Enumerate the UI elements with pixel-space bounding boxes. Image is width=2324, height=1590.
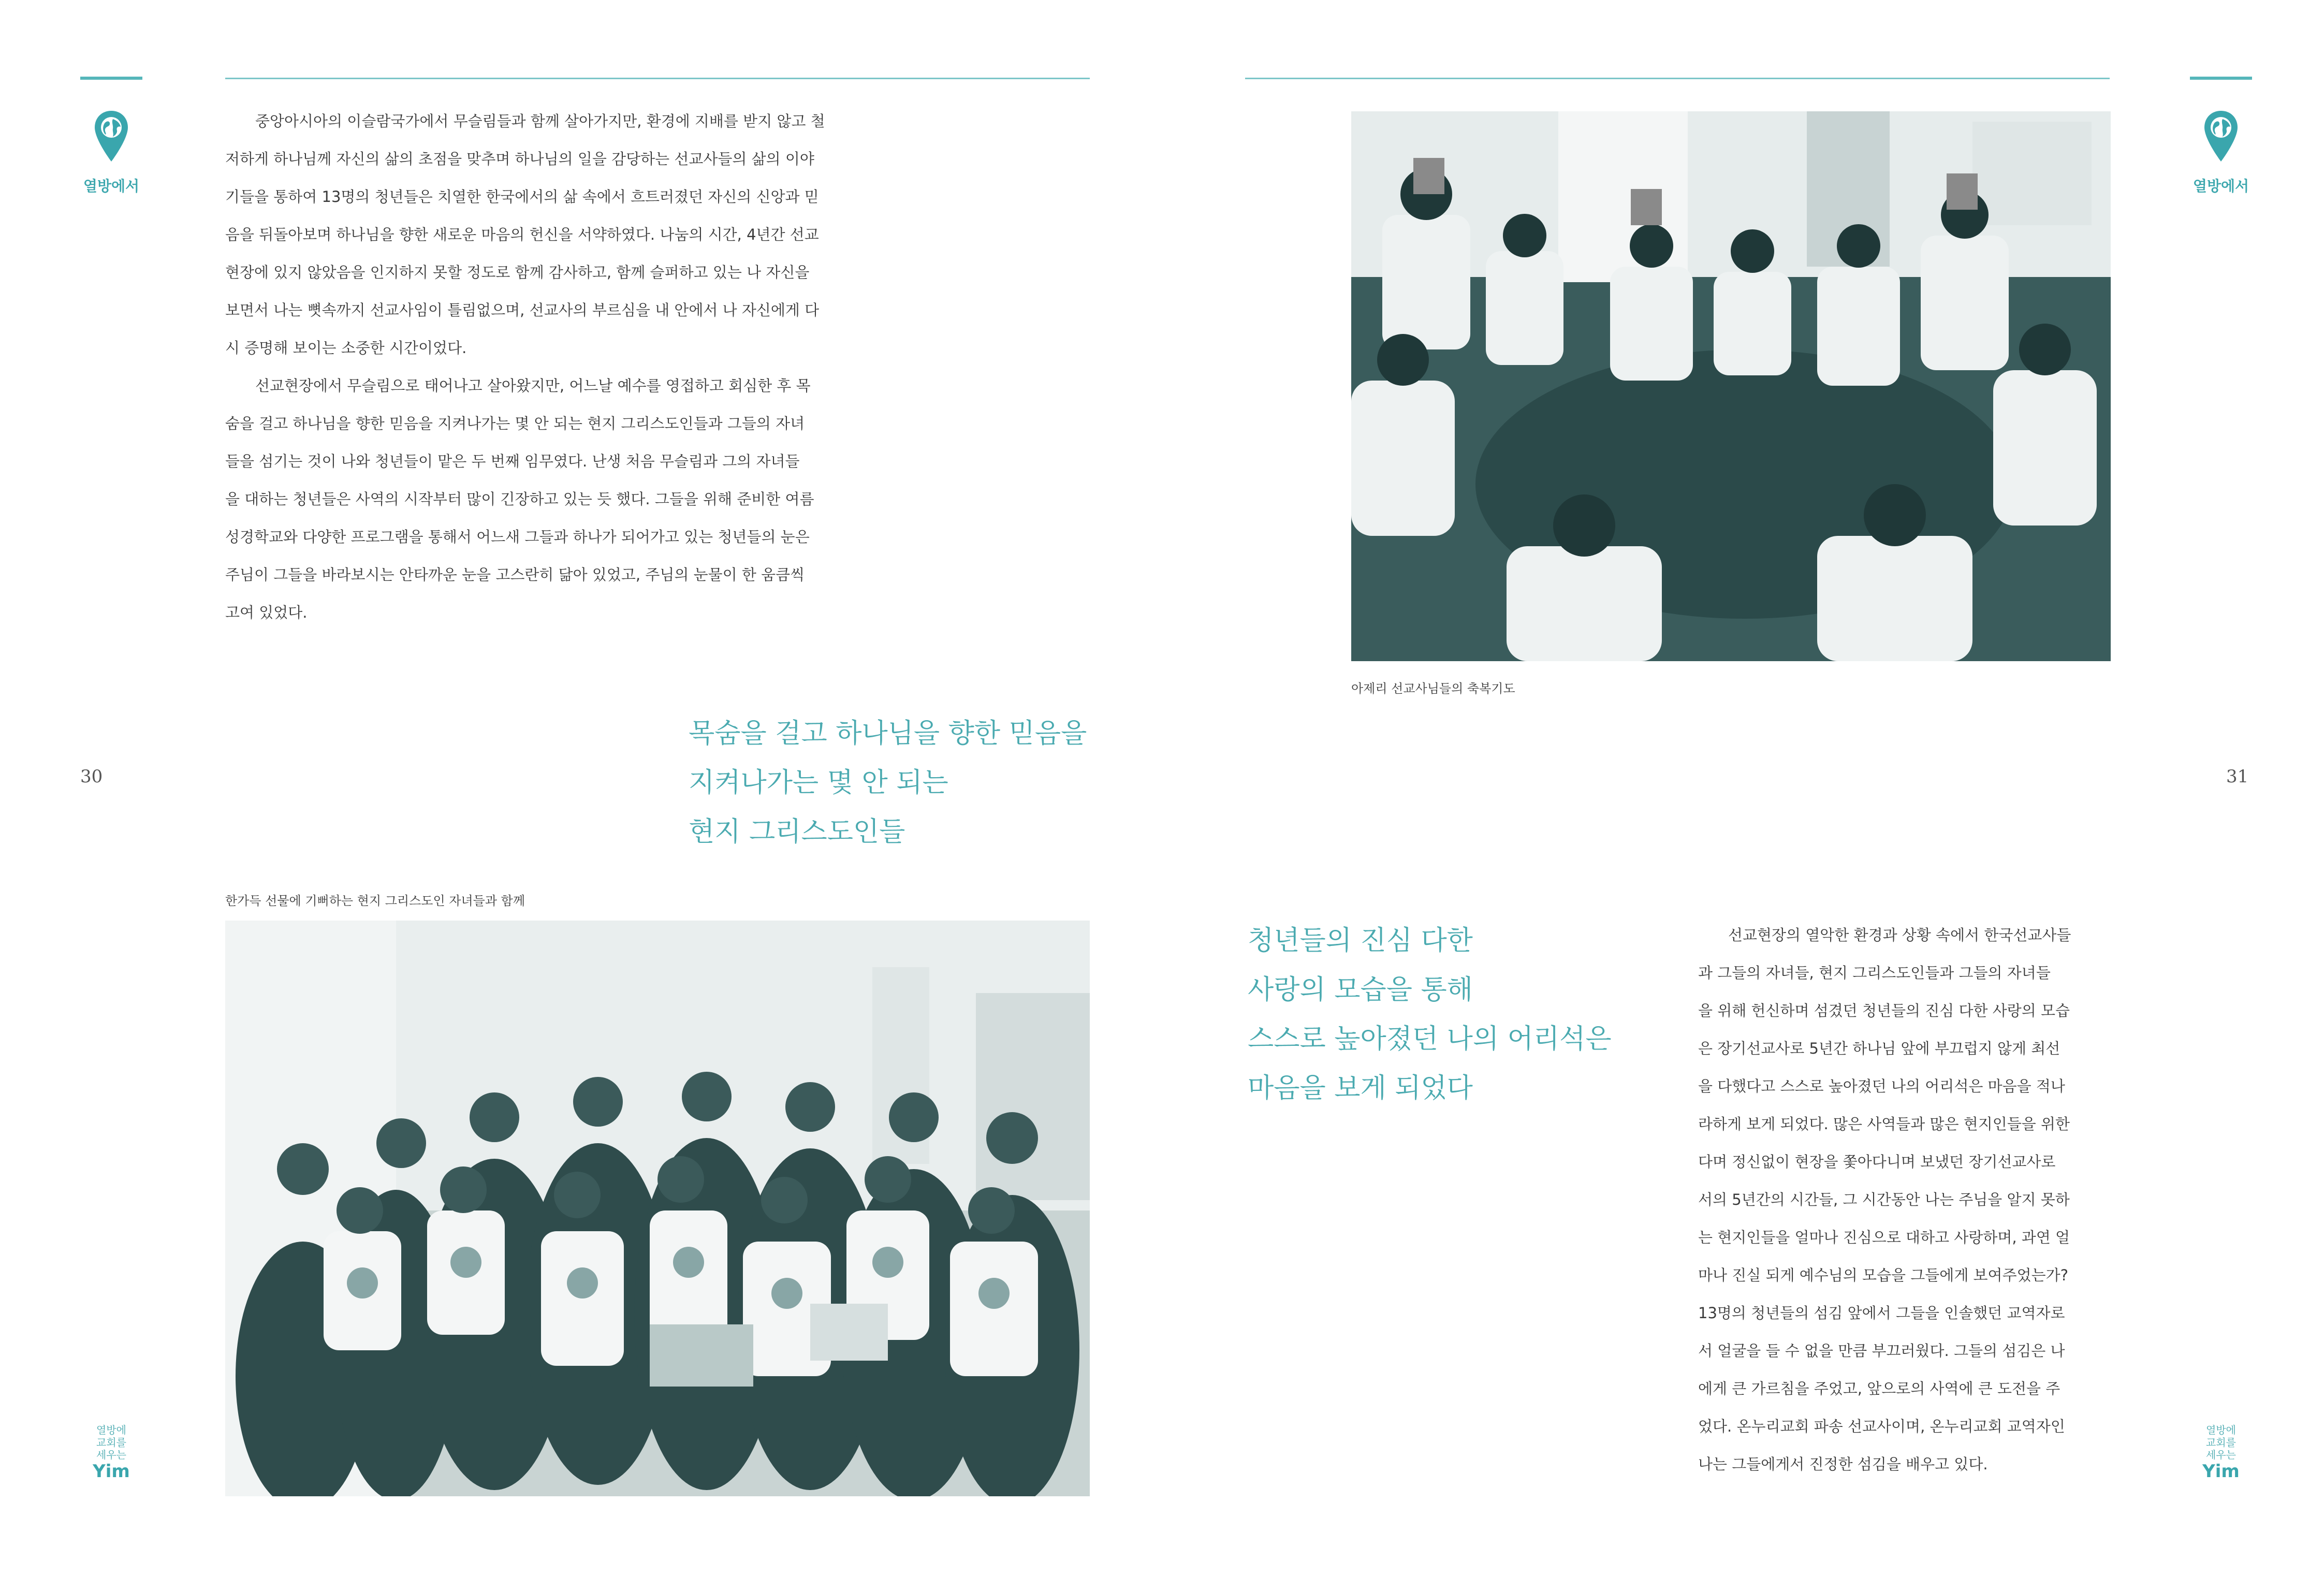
body-line: 은 장기선교사로 5년간 하나님 앞에 부끄럽지 않게 최선 — [1698, 1040, 2060, 1057]
body-line: 시 증명해 보이는 소중한 시간이었다. — [225, 339, 467, 357]
left-top-rule — [225, 78, 1090, 79]
pullquote-line: 청년들의 진심 다한 — [1248, 925, 1473, 956]
left-footer-logo — [80, 1424, 142, 1482]
right-corner-rule — [2190, 77, 2252, 80]
body-line: 성경학교와 다양한 프로그램을 통해서 어느새 그들과 하나가 되어가고 있는 청년들의 눈은 — [225, 528, 810, 546]
body-line: 선교현장에서 무슬림으로 태어나고 살아왔지만, 어느날 예수를 영접하고 회심한 후 목 — [255, 377, 811, 395]
body-line: 라하게 보게 되었다. 많은 사역들과 많은 현지인들을 위한 — [1698, 1115, 2070, 1133]
prayer-photo-illustration — [1351, 111, 2111, 661]
pullquote-line: 현지 그리스도인들 — [689, 816, 905, 848]
left-pullquote — [689, 709, 1087, 857]
body-line: 보면서 나는 뼛속까지 선교사임이 틀림없으며, 선교사의 부르심을 내 안에서 나 자신에게 다 — [225, 301, 820, 319]
left-section-label: 열방에서 — [83, 178, 140, 195]
right-photo-caption: 아제리 선교사님들의 축복기도 — [1351, 681, 1515, 696]
body-line: 13명의 청년들의 섬김 앞에서 그들을 인솔했던 교역자로 — [1698, 1304, 2065, 1322]
footer-line-2: 교회를 — [2206, 1436, 2236, 1449]
body-line: 선교현장의 열악한 환경과 상황 속에서 한국선교사들 — [1728, 926, 2071, 944]
footer-line-3: 세우는 — [96, 1449, 126, 1461]
prayer-photo — [1351, 111, 2111, 661]
body-line: 에게 큰 가르침을 주었고, 앞으로의 사역에 큰 도전을 주 — [1698, 1380, 2060, 1397]
body-line: 서의 5년간의 시간들, 그 시간동안 나는 주님을 알지 못하 — [1698, 1191, 2070, 1208]
body-line: 음을 뒤돌아보며 하나님을 향한 새로운 마음의 헌신을 서약하였다. 나눔의 시간, 4년간 선교 — [225, 226, 819, 243]
body-line: 나는 그들에게서 진정한 섬김을 배우고 있다. — [1698, 1455, 1988, 1473]
body-line: 마나 진실 되게 예수님의 모습을 그들에게 보여주었는가? — [1698, 1266, 2069, 1284]
body-line: 주님이 그들을 바라보시는 안타까운 눈을 고스란히 닮아 있었고, 주님의 눈물이 한 움큼씩 — [225, 566, 805, 584]
right-top-rule — [1245, 78, 2110, 79]
body-line: 중앙아시아의 이슬람국가에서 무슬림들과 함께 살아가지만, 환경에 지배를 받지 않고 철 — [255, 112, 825, 130]
pullquote-line: 사랑의 모습을 통해 — [1248, 974, 1473, 1005]
left-body-text — [225, 103, 888, 632]
right-page-number: 31 — [2226, 766, 2249, 787]
footer-brand: Yim — [2202, 1461, 2240, 1482]
pullquote-line: 스스로 높아졌던 나의 어리석은 — [1248, 1024, 1612, 1055]
body-line: 을 다했다고 스스로 높아졌던 나의 어리석은 마음을 적나 — [1698, 1077, 2065, 1095]
footer-line-1: 열방에 — [2206, 1424, 2236, 1436]
body-line: 을 대하는 청년들은 사역의 시작부터 많이 긴장하고 있는 듯 했다. 그들을 위해 준비한 여름 — [225, 490, 814, 508]
body-line: 었다. 온누리교회 파송 선교사이며, 온누리교회 교역자인 — [1698, 1418, 2065, 1435]
left-photo-caption: 한가득 선물에 기뻐하는 현지 그리스도인 자녀들과 함께 — [225, 894, 525, 908]
body-line: 과 그들의 자녀들, 현지 그리스도인들과 그들의 자녀들 — [1698, 964, 2051, 982]
footer-line-3: 세우는 — [2206, 1449, 2236, 1461]
body-line: 저하게 하나님께 자신의 삶의 초점을 맞추며 하나님의 일을 감당하는 선교사들의 삶의 이야 — [225, 150, 814, 168]
left-page-number: 30 — [80, 766, 103, 787]
body-line: 는 현지인들을 얼마나 진심으로 대하고 사랑하며, 과연 얼 — [1698, 1229, 2070, 1246]
body-line: 들을 섬기는 것이 나와 청년들이 맡은 두 번째 임무였다. 난생 처음 무슬림과 그의 자녀들 — [225, 453, 800, 470]
right-section-label: 열방에서 — [2193, 178, 2249, 195]
body-line: 서 얼굴을 들 수 없을 만큼 부끄러웠다. 그들의 섬김은 나 — [1698, 1342, 2065, 1360]
right-pullquote — [1248, 916, 1612, 1113]
body-line: 숨을 걸고 하나님을 향한 믿음을 지켜나가는 몇 안 되는 현지 그리스도인들과 그들의 자녀 — [225, 415, 805, 432]
pullquote-line: 지켜나가는 몇 안 되는 — [689, 767, 948, 798]
group-photo — [225, 921, 1090, 1496]
pullquote-line: 마음을 보게 되었다 — [1248, 1073, 1473, 1104]
body-line: 현장에 있지 않았음을 인지하지 못할 정도로 함께 감사하고, 함께 슬퍼하고 있는 나 자신을 — [225, 264, 810, 281]
group-photo-illustration — [225, 921, 1090, 1496]
globe-pin-icon — [2203, 110, 2239, 164]
globe-pin-icon — [93, 110, 129, 164]
right-footer-logo — [2190, 1424, 2252, 1482]
right-body-text — [1698, 916, 2112, 1483]
body-line: 다며 정신없이 현장을 쫓아다니며 보냈던 장기선교사로 — [1698, 1153, 2056, 1171]
footer-line-1: 열방에 — [96, 1424, 126, 1436]
footer-line-2: 교회를 — [96, 1436, 126, 1449]
pullquote-line: 목숨을 걸고 하나님을 향한 믿음을 — [689, 718, 1087, 749]
body-line: 고여 있었다. — [225, 604, 308, 621]
footer-brand: Yim — [93, 1461, 130, 1482]
body-line: 을 위해 헌신하며 섬겼던 청년들의 진심 다한 사랑의 모습 — [1698, 1002, 2070, 1019]
left-corner-rule — [80, 77, 142, 80]
body-line: 기들을 통하여 13명의 청년들은 치열한 한국에서의 삶 속에서 흐트러졌던 자신의 신앙과 믿 — [225, 188, 819, 206]
